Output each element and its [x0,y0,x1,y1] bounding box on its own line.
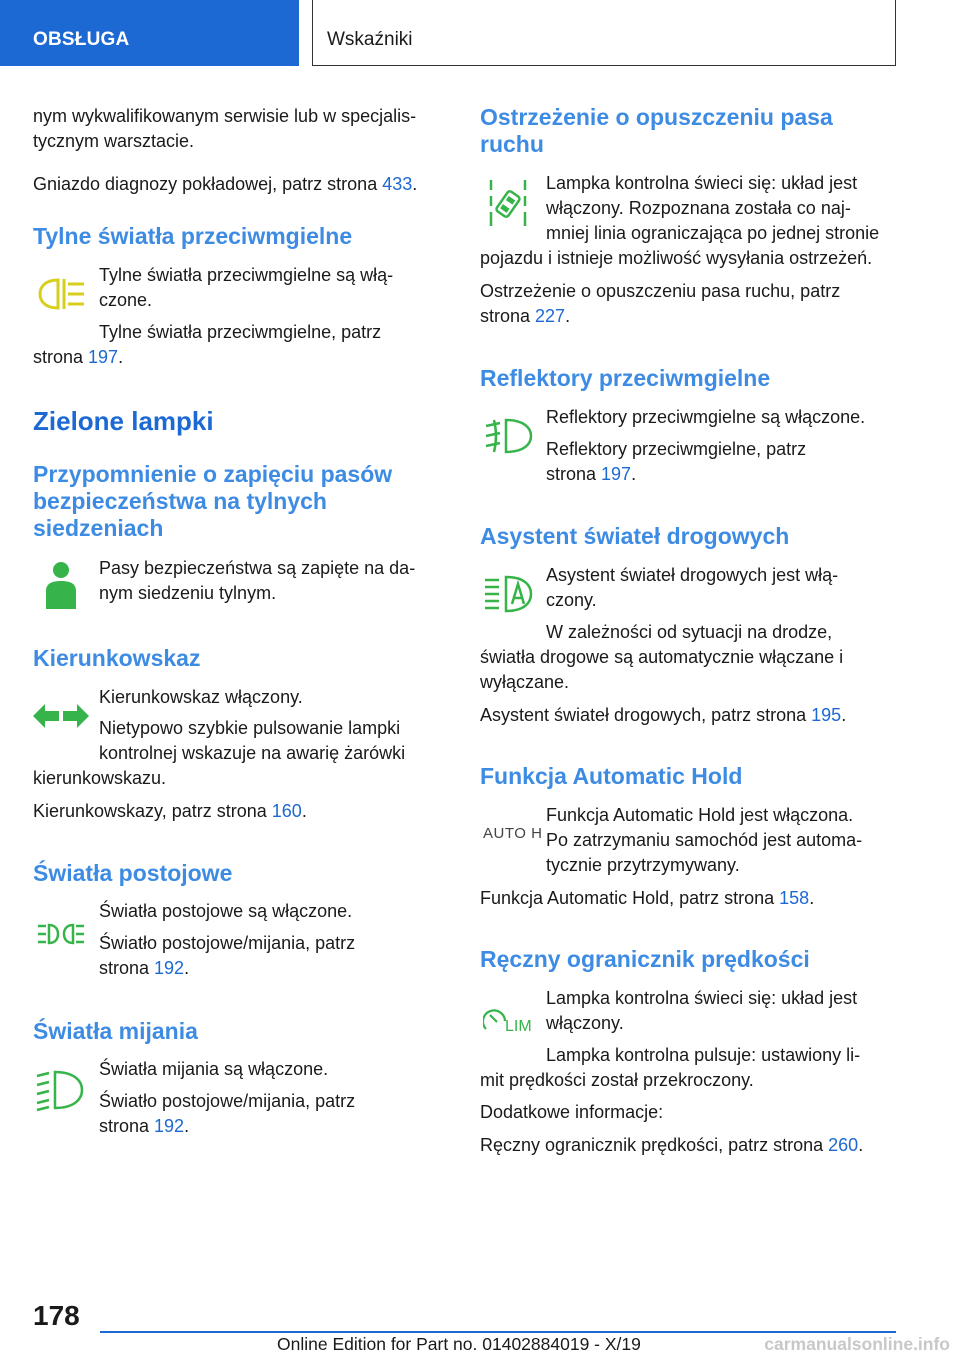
chapter-title: Wskaźniki [312,0,896,66]
speed-limiter-ref: Ręczny ogranicznik prędkości, patrz strona 260. [480,1135,864,1155]
high-beam-assist-ref: Asystent świateł drogowych, patrz strona 195. [480,705,847,725]
low-beam-ref: strona 192. [99,1116,190,1136]
lane-warning-text-2: włączony. Rozpoznana została co naj‐ [546,198,851,218]
green-lamps-heading: Zielone lampki [33,406,214,436]
page-link[interactable]: 195 [811,705,842,725]
parking-light-icon [36,922,86,946]
edition-note: Online Edition for Part no. 01402884019 - X/19 [277,1334,641,1354]
turn-signal-text-4: kierunkowskazu. [33,768,167,788]
lane-warning-text-5: Ostrzeżenie o opuszczeniu pasa ruchu, patrz [480,281,841,301]
auto-hold-text-3: tycznie przytrzymywany. [546,855,740,875]
seatbelt-heading-2: bezpieczeństwa na tylnych [33,488,327,514]
parking-lights-ref: strona 192. [99,958,190,978]
lane-warning-heading-2: ruchu [480,131,544,157]
page-link[interactable]: 160 [271,801,302,821]
turn-signal-text-1: Kierunkowskaz włączony. [99,687,303,707]
front-fog-text-2: Reflektory przeciwmgielne, patrz [546,439,807,459]
front-fog-light-icon [484,416,534,456]
low-beam-heading: Światła mijania [33,1018,198,1044]
svg-text:LIM: LIM [505,1018,532,1033]
rear-fog-text-1: Tylne światła przeciwmgielne są włą‐ [99,265,394,285]
speed-limiter-text-3: Lampka kontrolna pulsuje: ustawiony li‐ [546,1045,861,1065]
high-beam-assist-text-3: W zależności od sytuacji na drodze, [546,622,833,642]
speed-limiter-heading: Ręczny ogranicznik prędkości [480,946,810,972]
parking-lights-text-1: Światła postojowe są włączone. [99,901,353,921]
section-label: OBSŁUGA [0,0,299,66]
page-link[interactable]: 197 [601,464,632,484]
speed-limiter-text-4: mit prędkości został przekroczony. [480,1070,754,1090]
rear-fog-heading: Tylne światła przeciwmgielne [33,223,353,249]
page-link[interactable]: 192 [154,958,185,978]
lane-warning-text-4: pojazdu i istnieje możliwość wysyłania ostrzeżeń. [480,248,873,268]
seatbelt-heading-3: siedzeniach [33,515,164,541]
rear-fog-light-icon [36,274,88,314]
auto-hold-icon: AUTO H [483,825,543,842]
front-fog-ref: strona 197. [546,464,637,484]
parking-lights-text-2: Światło postojowe/mijania, patrz [99,933,356,953]
low-beam-icon [35,1068,85,1112]
seatbelt-person-icon [45,561,77,611]
speed-limiter-icon [483,1005,537,1033]
parking-lights-heading: Światła postojowe [33,860,233,886]
page-header [0,0,960,66]
intro-diagnosis-ref: Gniazdo diagnozy pokładowej, patrz strona 433. [33,174,418,194]
low-beam-text-1: Światła mijania są włączone. [99,1059,329,1079]
rear-fog-text-2: czone. [99,290,153,310]
seatbelt-text-1: Pasy bezpieczeństwa są zapięte na da‐ [99,558,416,578]
page-link[interactable]: 260 [828,1135,859,1155]
auto-hold-heading: Funkcja Automatic Hold [480,763,743,789]
lane-warning-ref: strona 227. [480,306,571,326]
rear-fog-text-3: Tylne światła przeciwmgielne, patrz [99,322,382,342]
page-link[interactable]: 197 [88,347,119,367]
auto-hold-text-2: Po zatrzymaniu samochód jest automa‐ [546,830,863,850]
speed-limiter-text-1: Lampka kontrolna świeci się: układ jest [546,988,858,1008]
high-beam-assist-text-1: Asystent świateł drogowych jest włą‐ [546,565,839,585]
high-beam-assist-icon [484,574,534,614]
page-link[interactable]: 192 [154,1116,185,1136]
turn-signal-text-2: Nietypowo szybkie pulsowanie lampki [99,718,401,738]
high-beam-assist-text-2: czony. [546,590,597,610]
page-number: 178 [33,1300,80,1331]
auto-hold-text-1: Funkcja Automatic Hold jest włączona. [546,805,854,825]
intro-line-1: nym wykwalifikowanym serwisie lub w specjalis‐ [33,106,417,126]
seatbelt-heading-1: Przypomnienie o zapięciu pasów [33,461,393,487]
speed-limiter-text-5: Dodatkowe informacje: [480,1102,664,1122]
page-link[interactable]: 158 [779,888,810,908]
lane-departure-icon [488,178,528,228]
seatbelt-text-2: nym siedzeniu tylnym. [99,583,277,603]
auto-hold-ref: Funkcja Automatic Hold, patrz strona 158. [480,888,815,908]
high-beam-assist-text-4: światła drogowe są automatycznie włączane i [480,647,844,667]
front-fog-heading: Reflektory przeciwmgielne [480,365,771,391]
lane-warning-text-1: Lampka kontrolna świeci się: układ jest [546,173,858,193]
lane-warning-heading-1: Ostrzeżenie o opuszczeniu pasa [480,104,833,130]
turn-signal-arrows-icon [33,703,89,729]
speed-limiter-text-2: włączony. [546,1013,624,1033]
watermark: carmanualsonline.info [764,1334,950,1354]
high-beam-assist-heading: Asystent świateł drogowych [480,523,790,549]
turn-signal-ref: Kierunkowskazy, patrz strona 160. [33,801,307,821]
low-beam-text-2: Światło postojowe/mijania, patrz [99,1091,356,1111]
intro-line-2: tycznym warsztacie. [33,131,195,151]
footer-divider [100,1331,896,1333]
page-link[interactable]: 227 [535,306,566,326]
front-fog-text-1: Reflektory przeciwmgielne są włączone. [546,407,866,427]
turn-signal-text-3: kontrolnej wskazuje na awarię żarówki [99,743,406,763]
page-link[interactable]: 433 [382,174,413,194]
turn-signal-heading: Kierunkowskaz [33,645,201,671]
high-beam-assist-text-5: wyłączane. [480,672,570,692]
rear-fog-ref: strona 197. [33,347,124,367]
lane-warning-text-3: mniej linia ograniczająca po jednej stronie [546,223,880,243]
